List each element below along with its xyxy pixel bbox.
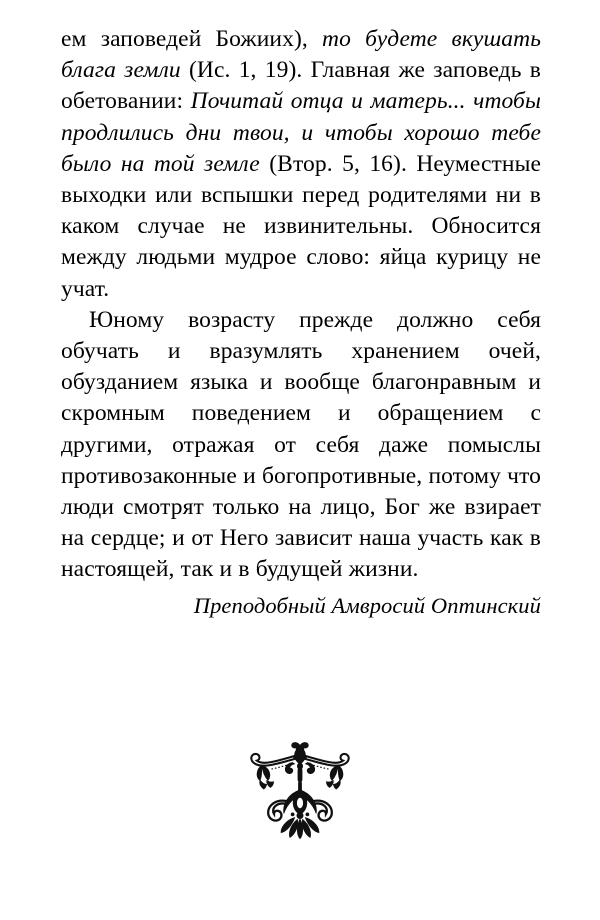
paragraph-2-run-1: Юному возрасту прежде должно себя обучать и вразумлять хранением очей, обузданием языка и вообще благонравным и скромным поведением и обращением с другими, отражая от себя даже помыслы противозаконные и богопротивные, потому что люди смотрят только на лицо, Бог же взирает на сердце; и от Него зависит наша участь как в настоящей, так и в будущей жизни. (61, 306, 541, 583)
floral-fleuron-ornament (228, 735, 372, 847)
attribution-line: Преподобный Амвросий Оптинский (193, 592, 541, 618)
paragraph-1-run-5: (Втор. 5, 16). Неуместные выходки или вспышки перед родителями ни в каком случае не извинительны. Обносится между людьми мудрое слово: яйца курицу не учат. (61, 150, 541, 302)
text-column (61, 24, 541, 621)
paragraph-1-run-1: ем заповедей Божиих), (61, 26, 323, 52)
body-paragraph-2 (61, 305, 541, 586)
body-paragraph-1 (61, 24, 541, 305)
paragraph-1-run-4-scripture: Почитай отца и матерь... чтобы продлились дни твои, и чтобы хорошо тебе было на той земле (61, 88, 541, 177)
paragraph-1-run-2-scripture: то будете вкушать блага земли (61, 26, 541, 84)
paragraph-1-run-3: (Ис. 1, 19). Главная же заповедь в обетовании: (61, 57, 541, 115)
